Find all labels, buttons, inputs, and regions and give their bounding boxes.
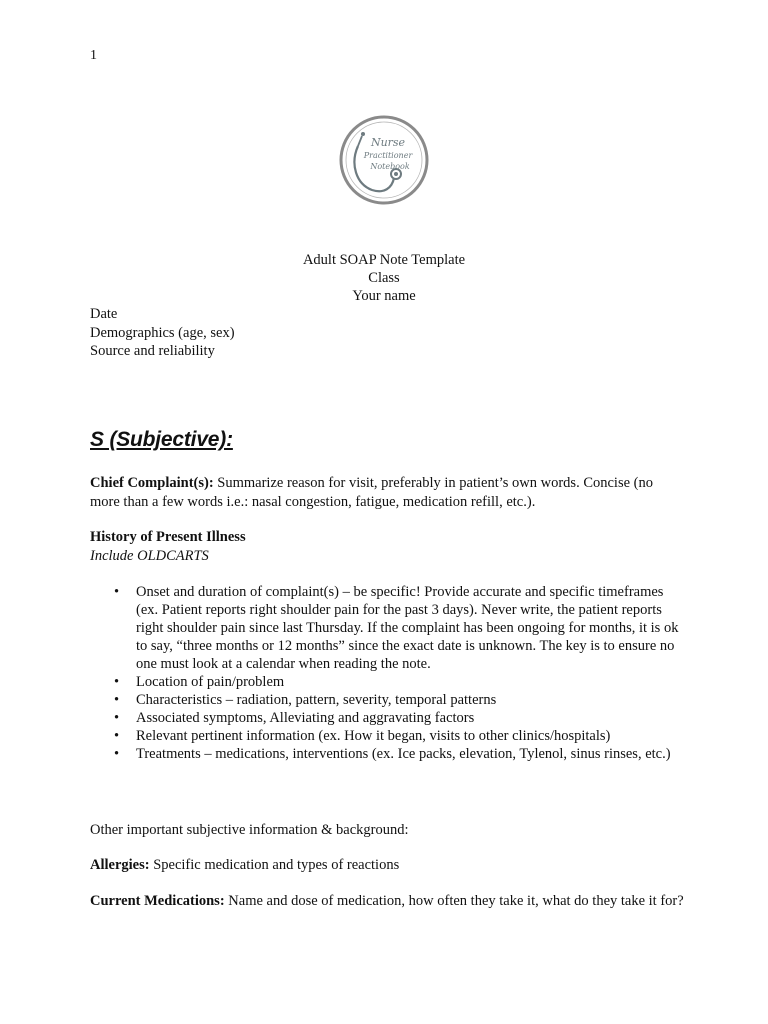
meta-source: Source and reliability [90, 343, 215, 359]
list-item: • Treatments – medications, interventions (ex. Ice packs, elevation, Tylenol, sinus rinses, etc.) [114, 746, 671, 762]
hpi-subheading: Include OLDCARTS [90, 547, 209, 564]
chief-complaint-paragraph [90, 474, 686, 511]
current-medications-text: Name and dose of medication, how often they take it, what do they take it for? [224, 893, 684, 909]
current-medications-paragraph [90, 892, 686, 911]
logo-text-practitioner: Practitioner [363, 151, 413, 160]
hpi-heading: History of Present Illness [90, 529, 246, 545]
hpi-block [90, 528, 686, 565]
oldcarts-list [90, 583, 686, 763]
list-item: • Characteristics – radiation, pattern, severity, temporal patterns [114, 692, 497, 708]
list-item: • Relevant pertinent information (ex. How it began, visits to other clinics/hospitals) [114, 728, 611, 744]
allergies-paragraph [90, 856, 686, 875]
nurse-practitioner-notebook-logo [332, 106, 437, 214]
chief-complaint-text: Summarize reason for visit, preferably in patient’s own words. Concise (no more than a few words i.e.: nasal congestion, fatigue, medication refill, etc.). [90, 475, 653, 510]
chief-complaint-label: Chief Complaint(s): [90, 475, 214, 491]
stethoscope-logo-icon [332, 106, 437, 214]
page-number: 1 [90, 48, 97, 63]
allergies-label: Allergies: [90, 857, 150, 873]
document-meta [90, 305, 235, 361]
logo-text-notebook: Notebook [370, 162, 410, 171]
bullet-icon: • [114, 692, 120, 708]
document-title: Adult SOAP Note Template [302, 252, 466, 268]
other-info-paragraph: Other important subjective information & background: [90, 822, 409, 838]
bullet-icon: • [114, 710, 120, 726]
section-heading-subjective: S (Subjective): [90, 428, 233, 451]
logo-text-nurse: Nurse [370, 136, 406, 149]
meta-demographics: Demographics (age, sex) [90, 324, 235, 341]
bullet-icon: • [114, 728, 120, 744]
list-item: • Onset and duration of complaint(s) – be specific! Provide accurate and specific timeframes (ex. Patient reports right shoulder pain for the past 3 days). Never write, the patient reports right shoulder pain since last Thursday. If the complaint has been ongoing for months, it is ok to say, “three months or 12 months” since the exact date is unknown. The key is to ensure no one must look at a calendar when reading the note. [114, 584, 679, 672]
current-medications-label: Current Medications: [90, 893, 225, 909]
document-class: Class [368, 270, 400, 286]
document-author: Your name [352, 288, 416, 304]
meta-date: Date [90, 306, 118, 322]
bullet-icon: • [114, 746, 120, 762]
document-title-block [0, 251, 768, 305]
list-item: • Associated symptoms, Alleviating and aggravating factors [114, 710, 475, 726]
bullet-icon: • [114, 584, 120, 600]
bullet-icon: • [114, 674, 120, 690]
list-item: • Location of pain/problem [114, 674, 285, 690]
allergies-text: Specific medication and types of reactions [149, 857, 400, 873]
